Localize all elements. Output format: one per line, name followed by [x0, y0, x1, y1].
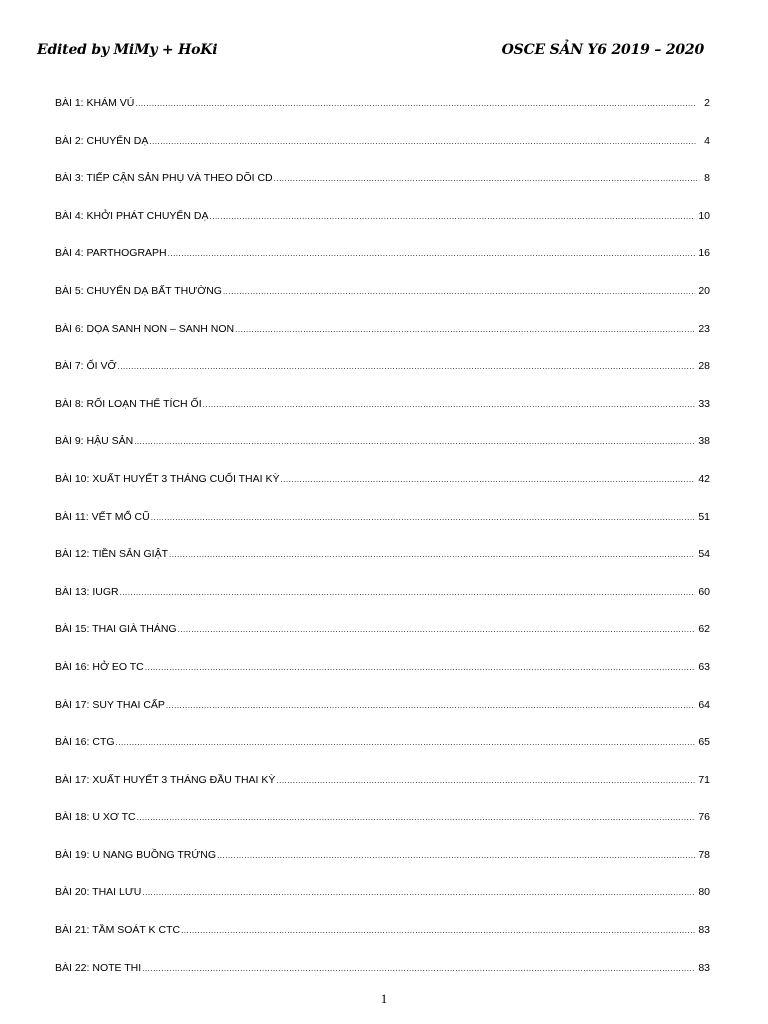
- toc-dot-leader: [181, 926, 695, 935]
- toc-dot-leader: [116, 738, 696, 747]
- toc-entry[interactable]: [55, 247, 710, 285]
- toc-entry-title[interactable]: BÀI 3: TIẾP CẬN SẢN PHỤ VÀ THEO DÕI CD: [55, 172, 273, 185]
- toc-entry[interactable]: [55, 811, 710, 849]
- toc-entry-title[interactable]: BÀI 7: ỐI VỠ: [55, 360, 117, 373]
- toc-entry-page[interactable]: 16: [698, 247, 710, 260]
- toc-entry[interactable]: [55, 924, 710, 962]
- toc-dot-leader: [118, 362, 696, 371]
- toc-entry[interactable]: [55, 172, 710, 210]
- toc-entry-title[interactable]: BÀI 1: KHÁM VÚ: [55, 97, 135, 109]
- toc-entry-title[interactable]: BÀI 2: CHUYỂN DẠ: [55, 134, 149, 147]
- toc-entry[interactable]: [55, 886, 710, 924]
- toc-dot-leader: [217, 851, 695, 860]
- toc-dot-leader: [280, 475, 695, 484]
- toc-dot-leader: [166, 701, 695, 710]
- toc-entry-page[interactable]: 33: [698, 397, 710, 410]
- toc-entry[interactable]: [55, 548, 710, 586]
- toc-dot-leader: [142, 964, 695, 973]
- toc-entry[interactable]: [55, 736, 710, 774]
- toc-entry[interactable]: [55, 661, 710, 699]
- toc-entry-title[interactable]: BÀI 20: THAI LƯU: [55, 886, 142, 899]
- toc-entry-title[interactable]: BÀI 15: THAI GIÀ THÁNG: [55, 623, 177, 636]
- page-number: 1: [380, 991, 388, 1006]
- toc-entry[interactable]: [55, 849, 710, 887]
- toc-entry-title[interactable]: BÀI 4: KHỞI PHÁT CHUYỂN DẠ: [55, 209, 209, 222]
- toc-entry-page[interactable]: 60: [698, 585, 710, 598]
- toc-dot-leader: [210, 212, 696, 221]
- toc-entry-page[interactable]: 23: [698, 322, 710, 335]
- toc-entry[interactable]: [55, 285, 710, 323]
- toc-entry[interactable]: [55, 774, 710, 812]
- toc-entry[interactable]: [55, 360, 710, 398]
- toc-entry-page[interactable]: 4: [704, 134, 710, 147]
- toc-entry-page[interactable]: 76: [698, 811, 710, 824]
- toc-dot-leader: [137, 813, 696, 822]
- toc-dot-leader: [223, 287, 695, 296]
- toc-entry-page[interactable]: 8: [704, 172, 710, 185]
- toc-entry-title[interactable]: BÀI 13: IUGR: [55, 585, 119, 598]
- toc-entry[interactable]: [55, 135, 710, 173]
- toc-entry-page[interactable]: 54: [698, 548, 710, 561]
- toc-entry-title[interactable]: BÀI 17: XUẤT HUYẾT 3 THÁNG ĐẦU THAI KỲ: [55, 773, 276, 786]
- toc-entry-title[interactable]: BÀI 11: VẾT MỔ CŨ: [55, 510, 150, 523]
- toc-entry-title[interactable]: BÀI 16: HỞ EO TC: [55, 660, 144, 673]
- toc-dot-leader: [178, 625, 696, 634]
- table-of-contents: [55, 97, 710, 999]
- toc-entry[interactable]: [55, 473, 710, 511]
- toc-dot-leader: [134, 437, 695, 446]
- toc-entry-page[interactable]: 42: [698, 472, 710, 485]
- toc-dot-leader: [168, 249, 696, 258]
- toc-entry-title[interactable]: BÀI 17: SUY THAI CẤP: [55, 698, 165, 711]
- toc-entry-title[interactable]: BÀI 21: TẦM SOÁT K CTC: [55, 924, 181, 937]
- toc-entry-title[interactable]: BÀI 12: TIỀN SẢN GIẬT: [55, 548, 169, 561]
- toc-entry[interactable]: [55, 210, 710, 248]
- toc-entry[interactable]: [55, 586, 710, 624]
- toc-entry-page[interactable]: 83: [698, 961, 710, 974]
- toc-entry-title[interactable]: BÀI 10: XUẤT HUYẾT 3 THÁNG CUỐI THAI KỲ: [55, 472, 280, 485]
- toc-entry-page[interactable]: 38: [698, 435, 710, 448]
- toc-entry-page[interactable]: 65: [698, 736, 710, 749]
- toc-entry[interactable]: [55, 623, 710, 661]
- toc-entry[interactable]: [55, 323, 710, 361]
- toc-entry-page[interactable]: 71: [698, 773, 710, 786]
- toc-entry-page[interactable]: 28: [698, 360, 710, 373]
- toc-entry-title[interactable]: BÀI 9: HẬU SẢN: [55, 435, 134, 448]
- toc-entry[interactable]: [55, 511, 710, 549]
- toc-entry-page[interactable]: 83: [698, 924, 710, 937]
- toc-dot-leader: [235, 325, 695, 334]
- toc-entry[interactable]: [55, 97, 710, 135]
- toc-dot-leader: [274, 174, 697, 183]
- toc-dot-leader: [151, 513, 696, 522]
- toc-dot-leader: [276, 776, 695, 785]
- toc-entry-page[interactable]: 64: [698, 698, 710, 711]
- toc-entry-title[interactable]: BÀI 22: NOTE THI: [55, 961, 142, 974]
- toc-entry-page[interactable]: 20: [698, 284, 710, 297]
- toc-entry-title[interactable]: BÀI 6: DỌA SANH NON – SANH NON: [55, 322, 235, 335]
- toc-dot-leader: [120, 588, 696, 597]
- toc-dot-leader: [149, 137, 697, 146]
- toc-entry-page[interactable]: 78: [698, 848, 710, 861]
- toc-entry-title[interactable]: BÀI 19: U NANG BUỒNG TRỨNG: [55, 848, 217, 861]
- toc-entry-title[interactable]: BÀI 16: CTG: [55, 736, 115, 749]
- toc-entry[interactable]: [55, 699, 710, 737]
- toc-dot-leader: [135, 99, 697, 108]
- toc-entry-title[interactable]: BÀI 5: CHUYỂN DẠ BẤT THƯỜNG: [55, 284, 222, 297]
- toc-entry-page[interactable]: 62: [698, 623, 710, 636]
- toc-entry-title[interactable]: BÀI 8: RỐI LOẠN THỂ TÍCH ỐI: [55, 397, 202, 410]
- toc-entry-page[interactable]: 10: [698, 209, 710, 222]
- header-course-title: OSCE SẢN Y6 2019 – 2020: [501, 42, 704, 58]
- toc-entry[interactable]: [55, 398, 710, 436]
- header-editors: Edited by MiMy + HoKi: [37, 42, 218, 58]
- toc-entry[interactable]: [55, 435, 710, 473]
- toc-entry-title[interactable]: BÀI 4: PARTHOGRAPH: [55, 247, 167, 260]
- toc-dot-leader: [169, 550, 695, 559]
- toc-entry-title[interactable]: BÀI 18: U XƠ TC: [55, 811, 136, 824]
- toc-entry-page[interactable]: 51: [698, 510, 710, 523]
- toc-entry-page[interactable]: 2: [704, 97, 710, 109]
- toc-dot-leader: [203, 400, 696, 409]
- toc-dot-leader: [145, 663, 696, 672]
- toc-entry-page[interactable]: 80: [698, 886, 710, 899]
- toc-entry-page[interactable]: 63: [698, 660, 710, 673]
- toc-dot-leader: [142, 888, 695, 897]
